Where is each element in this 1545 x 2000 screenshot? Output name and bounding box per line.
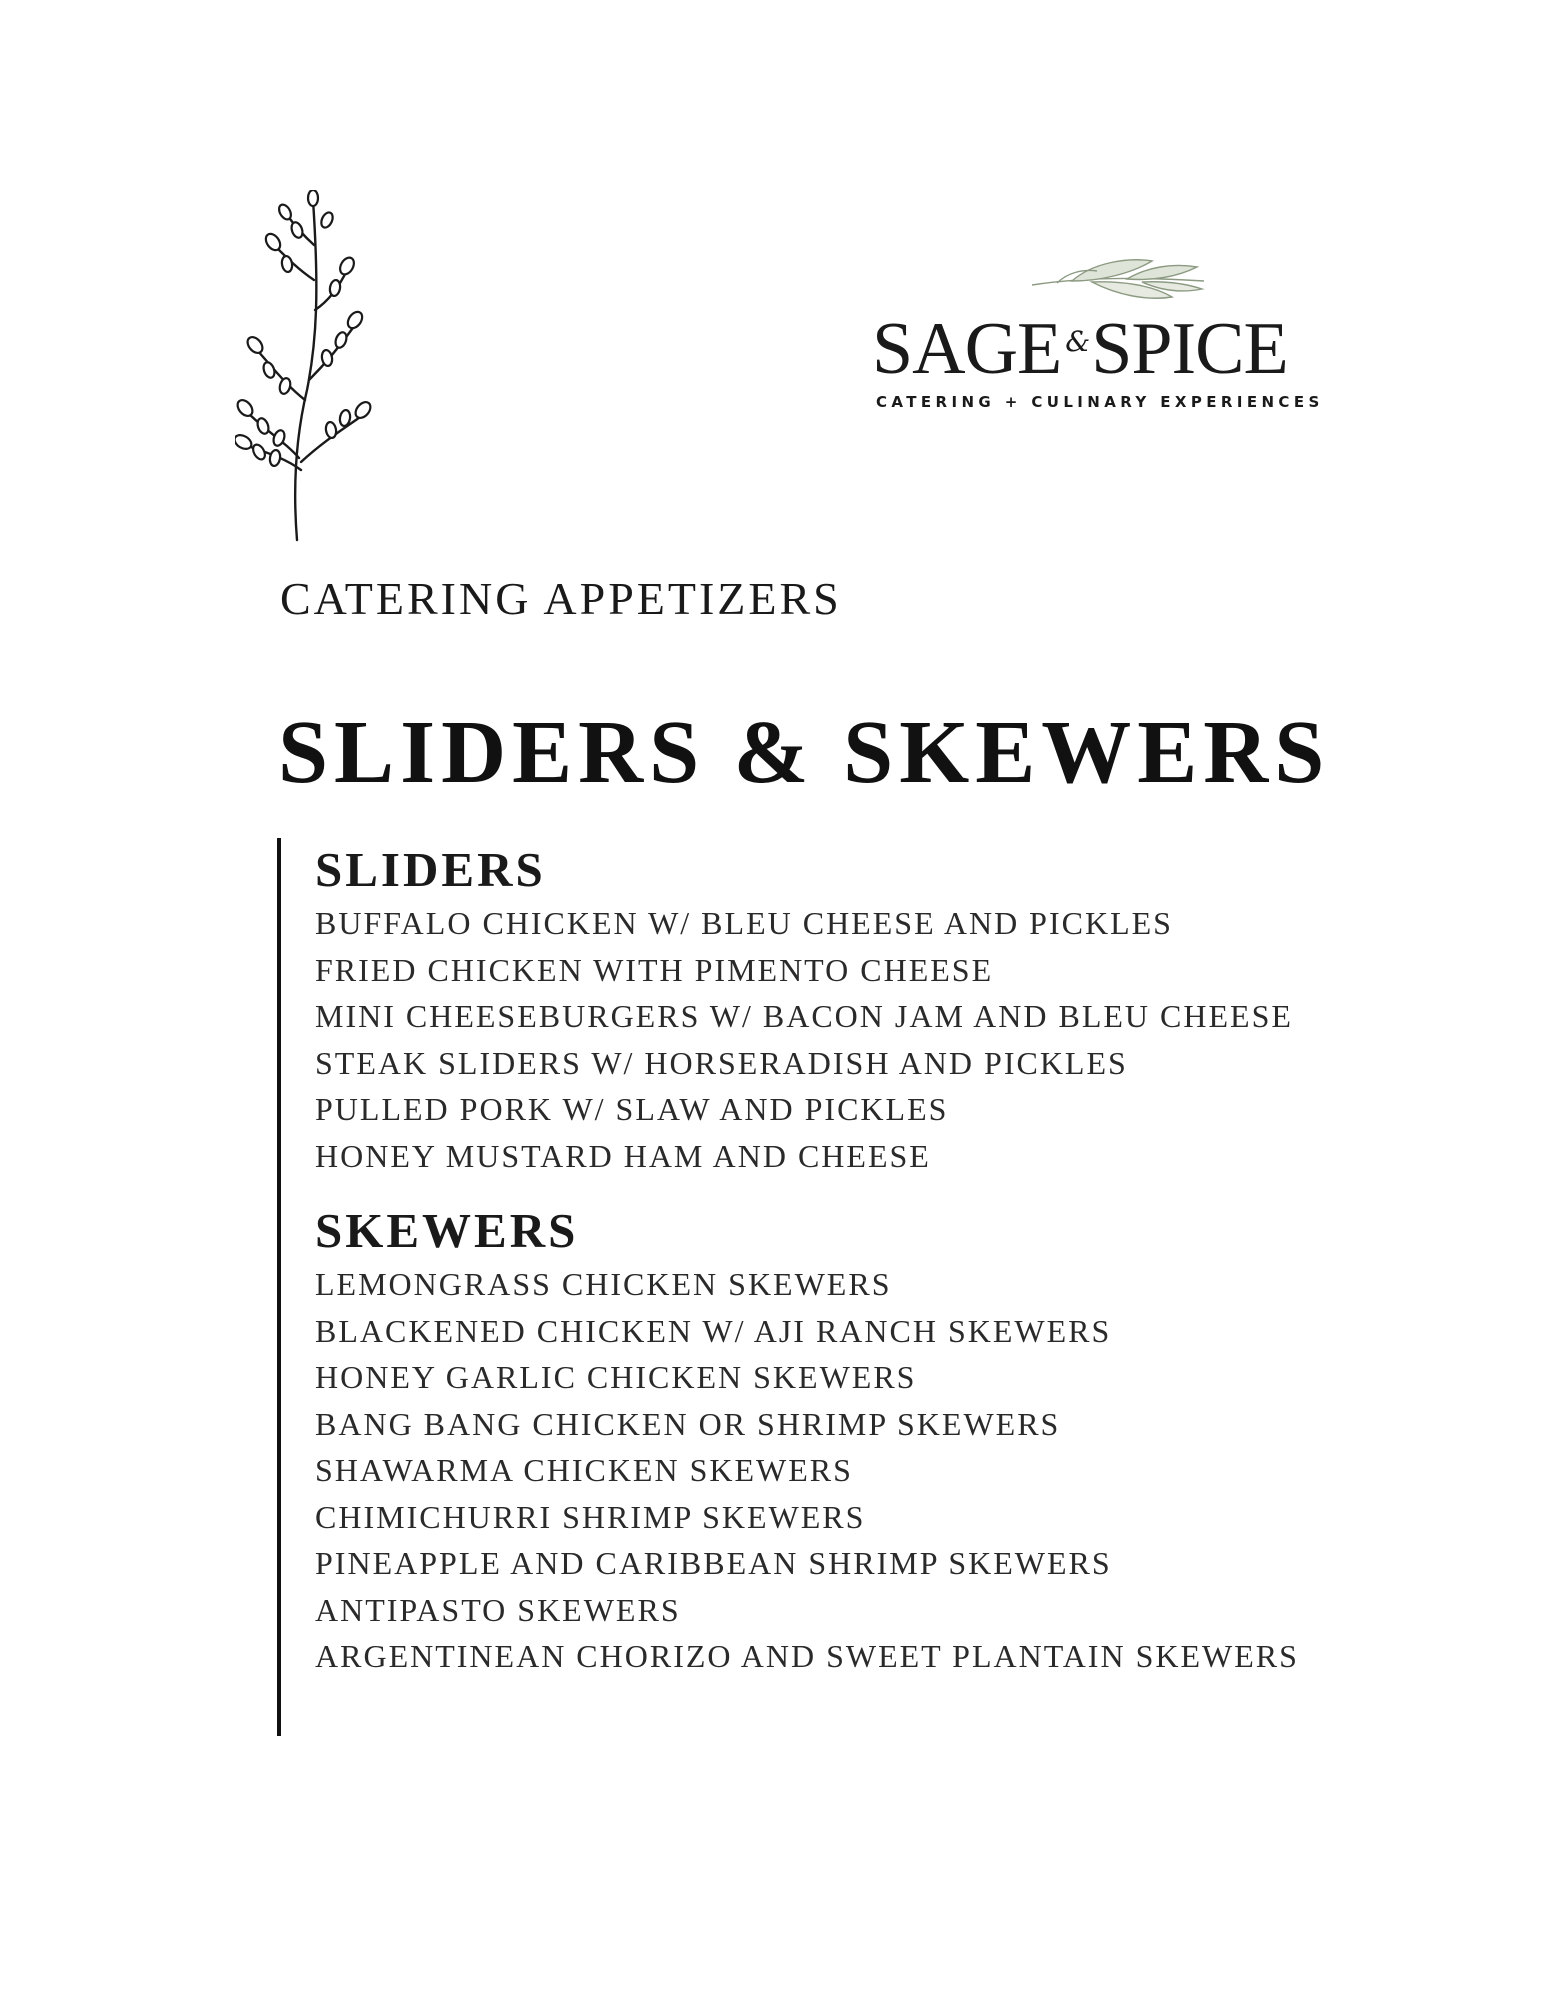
menu-list	[315, 840, 1415, 1680]
menu-item: BLACKENED CHICKEN W/ AJI RANCH SKEWERS	[315, 1312, 1112, 1349]
item-list	[315, 1261, 1415, 1680]
brand-logo	[872, 255, 1362, 425]
menu-section-skewers	[315, 1201, 1415, 1680]
menu-item: ARGENTINEAN CHORIZO AND SWEET PLANTAIN SKEWERS	[315, 1638, 1299, 1674]
page-title: SLIDERS & SKEWERS	[278, 703, 1331, 803]
section-heading: SKEWERS	[315, 1203, 579, 1258]
brand-ampersand: &	[1065, 325, 1090, 358]
brand-name-right: SPICE	[1091, 308, 1288, 390]
menu-item: BUFFALO CHICKEN W/ BLEU CHEESE AND PICKLES	[315, 905, 1173, 941]
item-list	[315, 900, 1415, 1179]
menu-item: HONEY MUSTARD HAM AND CHEESE	[315, 1137, 931, 1174]
brand-wordmark	[872, 307, 1362, 390]
menu-item: FRIED CHICKEN WITH PIMENTO CHEESE	[315, 951, 994, 988]
menu-item: PULLED PORK W/ SLAW AND PICKLES	[315, 1091, 949, 1127]
section-heading: SLIDERS	[315, 842, 546, 897]
menu-item: PINEAPPLE AND CARIBBEAN SHRIMP SKEWERS	[315, 1545, 1112, 1581]
sage-leaf-icon	[1032, 255, 1207, 310]
menu-item: MINI CHEESEBURGERS W/ BACON JAM AND BLEU CHEESE	[315, 998, 1293, 1034]
menu-item: STEAK SLIDERS W/ HORSERADISH AND PICKLES	[315, 1044, 1128, 1081]
brand-name-left: SAGE	[872, 308, 1062, 390]
menu-item: BANG BANG CHICKEN OR SHRIMP SKEWERS	[315, 1405, 1061, 1442]
botanical-sprig-icon	[235, 190, 415, 550]
vertical-divider	[277, 838, 281, 1736]
menu-item: LEMONGRASS CHICKEN SKEWERS	[315, 1266, 892, 1302]
menu-section-sliders	[315, 840, 1415, 1179]
menu-item: ANTIPASTO SKEWERS	[315, 1591, 681, 1628]
menu-item: CHIMICHURRI SHRIMP SKEWERS	[315, 1498, 866, 1535]
menu-item: SHAWARMA CHICKEN SKEWERS	[315, 1452, 853, 1488]
menu-item: HONEY GARLIC CHICKEN SKEWERS	[315, 1359, 917, 1395]
page-kicker: CATERING APPETIZERS	[280, 573, 842, 624]
brand-tagline: CATERING + CULINARY EXPERIENCES	[876, 393, 1324, 411]
